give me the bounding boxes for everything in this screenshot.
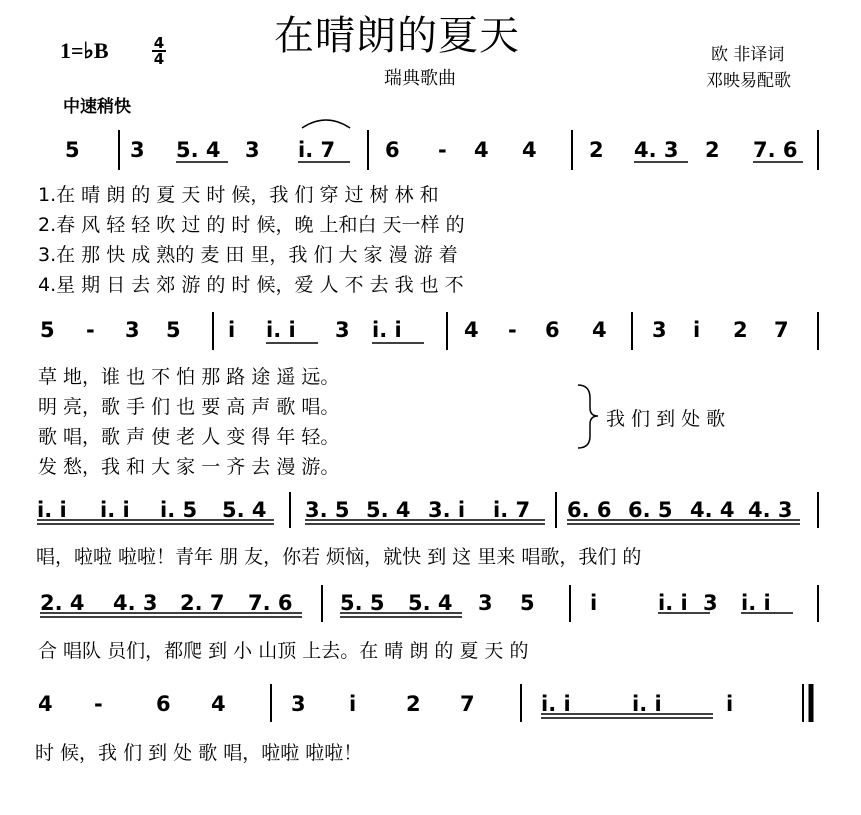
note: 4 <box>522 138 537 162</box>
note: 2 <box>705 138 720 162</box>
lyricist-credit: 欧 非译词 <box>711 45 785 65</box>
note: 5 <box>65 138 80 162</box>
note: 3 <box>652 318 667 342</box>
note: 4. 3 <box>634 138 679 162</box>
note: 4 <box>474 138 489 162</box>
song-origin: 瑞典歌曲 <box>384 68 456 89</box>
note: i. 7 <box>298 138 336 162</box>
chorus-lyrics-1: 唱，啦啦 啦啦！青年 朋 友，你若 烦恼，就快 到 这 里来 唱歌，我们 的 <box>36 546 642 568</box>
note: 4 <box>464 318 479 342</box>
arranger-credit: 邓映易配歌 <box>706 71 791 91</box>
note: 6. 5 <box>628 498 673 522</box>
note: 3 <box>291 692 306 716</box>
note: 3 <box>335 318 350 342</box>
note: i. i <box>541 692 571 716</box>
note: 5. 4 <box>366 498 411 522</box>
verse-2-lyrics: 2.春 风 轻 轻 吹 过 的 时 候，晚 上和白 天一样 的 <box>38 214 465 236</box>
note: 6 <box>385 138 400 162</box>
note: 7. 6 <box>248 591 293 615</box>
note: i. 7 <box>493 498 531 522</box>
verse-4-lyrics: 4.星 期 日 去 郊 游 的 时 候，爱 人 不 去 我 也 不 <box>38 274 464 296</box>
note: 2 <box>589 138 604 162</box>
song-title: 在晴朗的夏天 <box>274 13 520 59</box>
note: 2. 7 <box>180 591 225 615</box>
chorus-lyrics-2: 合 唱队 员们，都爬 到 小 山顶 上去。在 晴 朗 的 夏 天 的 <box>38 640 529 662</box>
note: - <box>438 138 447 162</box>
note: 4 <box>211 692 226 716</box>
note: 4. 3 <box>748 498 793 522</box>
note: i <box>726 692 734 716</box>
note: 5 <box>166 318 181 342</box>
verse-2-lyrics-cont: 明 亮，歌 手 们 也 要 高 声 歌 唱。 <box>38 396 340 418</box>
note: 3 <box>125 318 140 342</box>
note: - <box>508 318 517 342</box>
note: 4 <box>592 318 607 342</box>
note: 4 <box>38 692 53 716</box>
note: - <box>86 318 95 342</box>
note: 5. 4 <box>176 138 221 162</box>
note: i <box>693 318 701 342</box>
note: 2 <box>406 692 421 716</box>
tempo-marking: 中速稍快 <box>63 97 131 117</box>
note: - <box>94 692 103 716</box>
note: 5 <box>520 591 535 615</box>
note: i. i <box>372 318 402 342</box>
note: i. i <box>37 498 67 522</box>
refrain-lead-in: 我 们 到 处 歌 <box>606 408 726 430</box>
note: 6 <box>545 318 560 342</box>
time-signature-bottom: 4 <box>153 50 165 68</box>
note: 4. 4 <box>690 498 735 522</box>
note: 3 <box>245 138 260 162</box>
note: i. i <box>632 692 662 716</box>
note: i. i <box>658 591 688 615</box>
note: 6 <box>156 692 171 716</box>
note: 7 <box>774 318 789 342</box>
note: 3 <box>130 138 145 162</box>
note: 7 <box>460 692 475 716</box>
note: 2. 4 <box>40 591 85 615</box>
note: 6. 6 <box>567 498 612 522</box>
note: 5. 5 <box>340 591 385 615</box>
note: 2 <box>733 318 748 342</box>
note: i. i <box>100 498 130 522</box>
note: i. i <box>741 591 771 615</box>
verse-3-lyrics: 3.在 那 快 成 熟的 麦 田 里，我 们 大 家 漫 游 着 <box>38 244 458 266</box>
ending-lyrics: 时 候，我 们 到 处 歌 唱，啦啦 啦啦！ <box>35 742 363 764</box>
note: 5. 4 <box>408 591 453 615</box>
note: 3. i <box>428 498 466 522</box>
note: 3. 5 <box>305 498 350 522</box>
note: 5 <box>40 318 55 342</box>
verse-4-lyrics-cont: 发 愁，我 和 大 家 一 齐 去 漫 游。 <box>38 456 340 478</box>
note: i <box>228 318 236 342</box>
note: 7. 6 <box>753 138 798 162</box>
verse-1-lyrics-cont: 草 地，谁 也 不 怕 那 路 途 遥 远。 <box>38 366 340 388</box>
note: i <box>590 591 598 615</box>
time-signature-top: 4 <box>153 34 165 52</box>
key-signature: 1=♭B <box>60 38 109 63</box>
note: 5. 4 <box>222 498 267 522</box>
verse-3-lyrics-cont: 歌 唱，歌 声 使 老 人 变 得 年 轻。 <box>38 426 340 448</box>
note: 3 <box>478 591 493 615</box>
note: i <box>349 692 357 716</box>
note: 4. 3 <box>113 591 158 615</box>
verse-1-lyrics: 1.在 晴 朗 的 夏 天 时 候，我 们 穿 过 树 林 和 <box>38 184 439 206</box>
note: 3 <box>703 591 718 615</box>
note: i. 5 <box>160 498 198 522</box>
note: i. i <box>266 318 296 342</box>
